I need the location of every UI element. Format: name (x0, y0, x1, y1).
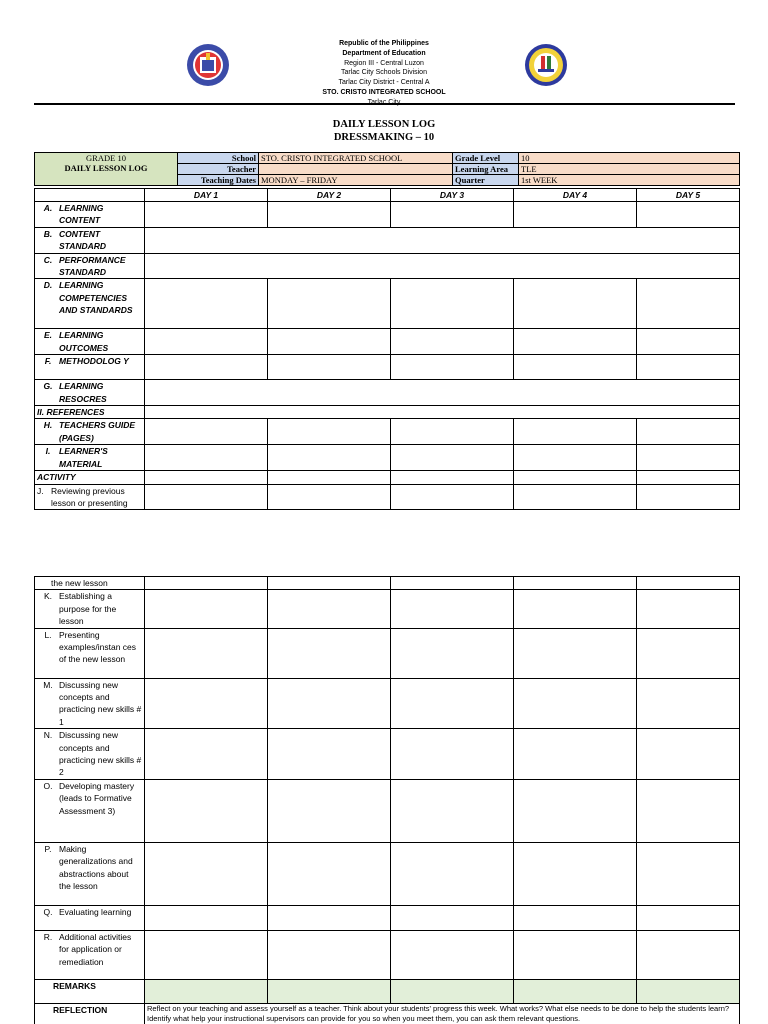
quarter-label: Quarter (453, 175, 519, 186)
row-label (35, 279, 145, 329)
day-cell[interactable] (268, 842, 391, 905)
day-cell[interactable] (514, 445, 637, 471)
day-cell[interactable] (637, 628, 740, 678)
grade-level-value[interactable]: 10 (519, 153, 740, 164)
day-cell[interactable] (637, 779, 740, 842)
lesson-log-table-part-2 (34, 576, 740, 1024)
day-header: DAY 4 (514, 189, 637, 202)
day-cell[interactable] (268, 419, 391, 445)
activity-item-row (35, 678, 740, 729)
day-cell[interactable] (514, 842, 637, 905)
item-key: Q. (43, 906, 53, 917)
day-cell[interactable] (268, 678, 391, 729)
day-cell[interactable] (391, 202, 514, 228)
activity-item-row (35, 842, 740, 905)
merged-cell[interactable] (145, 406, 740, 419)
item-text: METHODOLOG Y (59, 356, 129, 367)
item-key: G. (43, 381, 53, 392)
day-cell[interactable] (268, 577, 391, 590)
day-cell[interactable] (145, 577, 268, 590)
remarks-label: REMARKS (35, 979, 145, 1003)
row-label (35, 202, 145, 228)
title-line-1: DAILY LESSON LOG (332, 119, 436, 130)
day-cell[interactable] (514, 729, 637, 780)
day-cell[interactable] (391, 471, 514, 484)
day-cell[interactable] (391, 445, 514, 471)
objective-row (35, 253, 740, 279)
teaching-dates-value[interactable]: MONDAY – FRIDAY (259, 175, 453, 186)
day-cell[interactable] (514, 905, 637, 930)
day-cell[interactable] (637, 484, 740, 510)
day-cell[interactable] (514, 202, 637, 228)
activity-item-row (35, 577, 740, 590)
remarks-row (35, 979, 740, 1003)
item-text: Additional activities for application or remediation (59, 931, 132, 967)
activity-item-row (35, 779, 740, 842)
day-header: DAY 5 (637, 189, 740, 202)
day-header-row (35, 189, 740, 202)
day-cell[interactable] (145, 355, 268, 380)
day-cell[interactable] (145, 842, 268, 905)
activity-item-row (35, 628, 740, 678)
header-line: Region III - Central Luzon (344, 59, 424, 67)
row-label (35, 329, 145, 355)
teacher-value[interactable] (259, 164, 453, 175)
day-cell[interactable] (145, 729, 268, 780)
day-cell[interactable] (514, 930, 637, 979)
activity-item-row (35, 729, 740, 780)
remarks-cell[interactable] (514, 979, 637, 1003)
header-rule (34, 103, 735, 105)
row-label (35, 380, 145, 406)
day-cell[interactable] (637, 905, 740, 930)
reference-row (35, 419, 740, 445)
day-cell[interactable] (514, 484, 637, 510)
day-cell[interactable] (391, 930, 514, 979)
day-cell[interactable] (514, 279, 637, 329)
day-cell[interactable] (637, 930, 740, 979)
activity-label: ACTIVITY (35, 471, 145, 484)
day-cell[interactable] (514, 329, 637, 355)
day-cell[interactable] (637, 471, 740, 484)
objective-row (35, 355, 740, 380)
row-label (35, 678, 145, 729)
item-text: TEACHERS GUIDE (PAGES) (59, 420, 136, 443)
day-cell[interactable] (268, 329, 391, 355)
day-cell[interactable] (637, 577, 740, 590)
day-cell[interactable] (514, 628, 637, 678)
day-cell[interactable] (391, 678, 514, 729)
learning-area-value[interactable]: TLE (519, 164, 740, 175)
item-key: M. (43, 679, 53, 690)
day-cell[interactable] (637, 202, 740, 228)
merged-cell[interactable] (145, 380, 740, 406)
item-text: Developing mastery (leads to Formative Assessment 3) (59, 780, 135, 816)
header-line: Republic of the Philippines (339, 40, 429, 47)
day-cell[interactable] (145, 905, 268, 930)
document-title (0, 118, 768, 144)
day-cell[interactable] (268, 471, 391, 484)
merged-cell[interactable] (145, 253, 740, 279)
row-label (35, 729, 145, 780)
item-text: Discussing new concepts and practicing new skills # 1 (59, 679, 142, 727)
teacher-label: Teacher (178, 164, 259, 175)
header-line: Department of Education (342, 49, 426, 57)
day-cell[interactable] (268, 484, 391, 510)
item-key: O. (43, 780, 53, 791)
lesson-log-table-part-1 (34, 188, 740, 510)
day-cell[interactable] (268, 930, 391, 979)
objective-row (35, 227, 740, 253)
item-text: PERFORMANCE STANDARD (59, 254, 126, 278)
activity-item-row (35, 905, 740, 930)
item-key: R. (43, 931, 53, 942)
row-label (35, 779, 145, 842)
item-text: LEARNING COMPETENCIES AND STANDARDS (59, 280, 133, 316)
teaching-dates-label: Teaching Dates (178, 175, 259, 186)
grade-level-label: Grade Level (453, 153, 519, 164)
row-label (35, 842, 145, 905)
day-cell[interactable] (268, 355, 391, 380)
row-label (35, 419, 145, 445)
day-cell[interactable] (145, 445, 268, 471)
references-label: II. REFERENCES (35, 406, 145, 419)
row-label (35, 930, 145, 979)
item-text: Evaluating learning (59, 906, 132, 917)
letterhead (0, 38, 768, 108)
references-row (35, 406, 740, 419)
reflection-text: Reflect on your teaching and assess yourself as a teacher. Think about your students' progress this week. What works? What else needs to be done to help the students learn? Identify what help your instructional supervisors can provide for you so when you meet them, you can ask them relevant questions. (145, 1003, 740, 1024)
item-key: C. (43, 254, 53, 265)
day-cell[interactable] (145, 329, 268, 355)
day-cell[interactable] (268, 905, 391, 930)
item-key: H. (43, 420, 53, 431)
item-text: Making generalizations and abstractions about the lesson (59, 843, 133, 892)
activity-item-row (35, 930, 740, 979)
item-text: Reviewing previous lesson or presenting (51, 485, 128, 508)
remarks-cell[interactable] (637, 979, 740, 1003)
day-cell[interactable] (637, 279, 740, 329)
day-cell[interactable] (145, 484, 268, 510)
objective-row (35, 279, 740, 329)
day-cell[interactable] (268, 202, 391, 228)
remarks-cell[interactable] (268, 979, 391, 1003)
item-text: CONTENT STANDARD (59, 228, 107, 252)
day-cell[interactable] (391, 628, 514, 678)
day-cell[interactable] (145, 930, 268, 979)
day-cell[interactable] (145, 779, 268, 842)
day-cell[interactable] (514, 471, 637, 484)
item-key: F. (44, 356, 52, 367)
item-key: I. (45, 446, 51, 457)
corner-cell (35, 189, 145, 202)
item-key: J. (37, 485, 44, 496)
day-cell[interactable] (268, 628, 391, 678)
day-cell[interactable] (391, 779, 514, 842)
day-cell[interactable] (391, 729, 514, 780)
day-cell[interactable] (268, 779, 391, 842)
day-cell[interactable] (391, 419, 514, 445)
item-text: LEARNING CONTENT (59, 203, 104, 226)
day-cell[interactable] (391, 484, 514, 510)
day-cell[interactable] (637, 445, 740, 471)
item-text: Presenting examples/instan ces of the new lesson (59, 629, 137, 665)
row-label (35, 484, 145, 510)
row-label (35, 905, 145, 930)
day-cell[interactable] (514, 779, 637, 842)
day-cell[interactable] (637, 329, 740, 355)
grade-cell (35, 153, 178, 186)
item-text: Establishing a purpose for the lesson (59, 591, 117, 627)
item-key: D. (43, 280, 53, 291)
activity-item-row (35, 484, 740, 510)
day-cell[interactable] (391, 577, 514, 590)
row-label (35, 253, 145, 279)
day-cell[interactable] (145, 471, 268, 484)
day-cell[interactable] (637, 419, 740, 445)
row-label (35, 355, 145, 380)
item-key: K. (43, 591, 53, 602)
day-cell[interactable] (145, 279, 268, 329)
day-cell[interactable] (268, 590, 391, 628)
title-line-2: DRESSMAKING – 10 (333, 132, 435, 143)
item-text: LEARNING OUTCOMES (59, 330, 109, 353)
objective-row (35, 329, 740, 355)
day-cell[interactable] (637, 678, 740, 729)
deped-seal-icon (186, 43, 230, 87)
header-line: Tarlac City District - Central A (338, 79, 430, 87)
day-cell[interactable] (391, 279, 514, 329)
day-cell[interactable] (268, 445, 391, 471)
day-cell[interactable] (514, 590, 637, 628)
objective-row (35, 380, 740, 406)
header-line: Tarlac City Schools Division (341, 69, 427, 77)
day-cell[interactable] (514, 419, 637, 445)
item-text: LEARNING RESOCRES (59, 381, 107, 404)
school-value[interactable]: STO. CRISTO INTEGRATED SCHOOL (259, 153, 453, 164)
day-cell[interactable] (637, 729, 740, 780)
day-cell[interactable] (637, 590, 740, 628)
day-cell[interactable] (391, 329, 514, 355)
row-label (35, 628, 145, 678)
row-label (35, 590, 145, 628)
letterhead-text (250, 39, 518, 108)
day-cell[interactable] (145, 678, 268, 729)
day-header: DAY 2 (268, 189, 391, 202)
day-cell[interactable] (391, 355, 514, 380)
info-table (34, 152, 740, 186)
item-key: E. (43, 330, 53, 341)
day-cell[interactable] (391, 842, 514, 905)
dll-label: DAILY LESSON LOG (64, 163, 148, 173)
day-header: DAY 3 (391, 189, 514, 202)
reflection-row (35, 1003, 740, 1024)
day-header: DAY 1 (145, 189, 268, 202)
day-cell[interactable] (637, 842, 740, 905)
item-text: LEARNER'S MATERIAL (59, 446, 108, 469)
merged-cell[interactable] (145, 227, 740, 253)
row-label (35, 227, 145, 253)
school-label: School (178, 153, 259, 164)
grade-label: GRADE 10 (86, 153, 126, 163)
day-cell[interactable] (391, 905, 514, 930)
item-key: N. (43, 730, 53, 741)
item-text: Discussing new concepts and practicing new skills # 2 (59, 730, 142, 778)
row-label (35, 445, 145, 471)
day-cell[interactable] (391, 590, 514, 628)
activity-item-row (35, 590, 740, 628)
day-cell[interactable] (514, 678, 637, 729)
activity-row (35, 471, 740, 484)
day-cell[interactable] (514, 577, 637, 590)
quarter-value[interactable]: 1st WEEK (519, 175, 740, 186)
remarks-cell[interactable] (391, 979, 514, 1003)
row-label: the new lesson (35, 577, 145, 590)
day-cell[interactable] (268, 279, 391, 329)
day-cell[interactable] (514, 355, 637, 380)
day-cell[interactable] (145, 628, 268, 678)
objective-row (35, 202, 740, 228)
day-cell[interactable] (145, 590, 268, 628)
reference-row (35, 445, 740, 471)
day-cell[interactable] (145, 202, 268, 228)
item-key: A. (43, 203, 53, 213)
day-cell[interactable] (268, 729, 391, 780)
item-key: L. (44, 629, 52, 640)
item-key: P. (44, 843, 52, 854)
learning-area-label: Learning Area (453, 164, 519, 175)
school-name-header: STO. CRISTO INTEGRATED SCHOOL (322, 88, 446, 96)
day-cell[interactable] (145, 419, 268, 445)
remarks-cell[interactable] (145, 979, 268, 1003)
day-cell[interactable] (637, 355, 740, 380)
school-seal-icon (524, 43, 568, 87)
item-key: B. (43, 228, 53, 239)
reflection-label: REFLECTION (35, 1003, 145, 1024)
